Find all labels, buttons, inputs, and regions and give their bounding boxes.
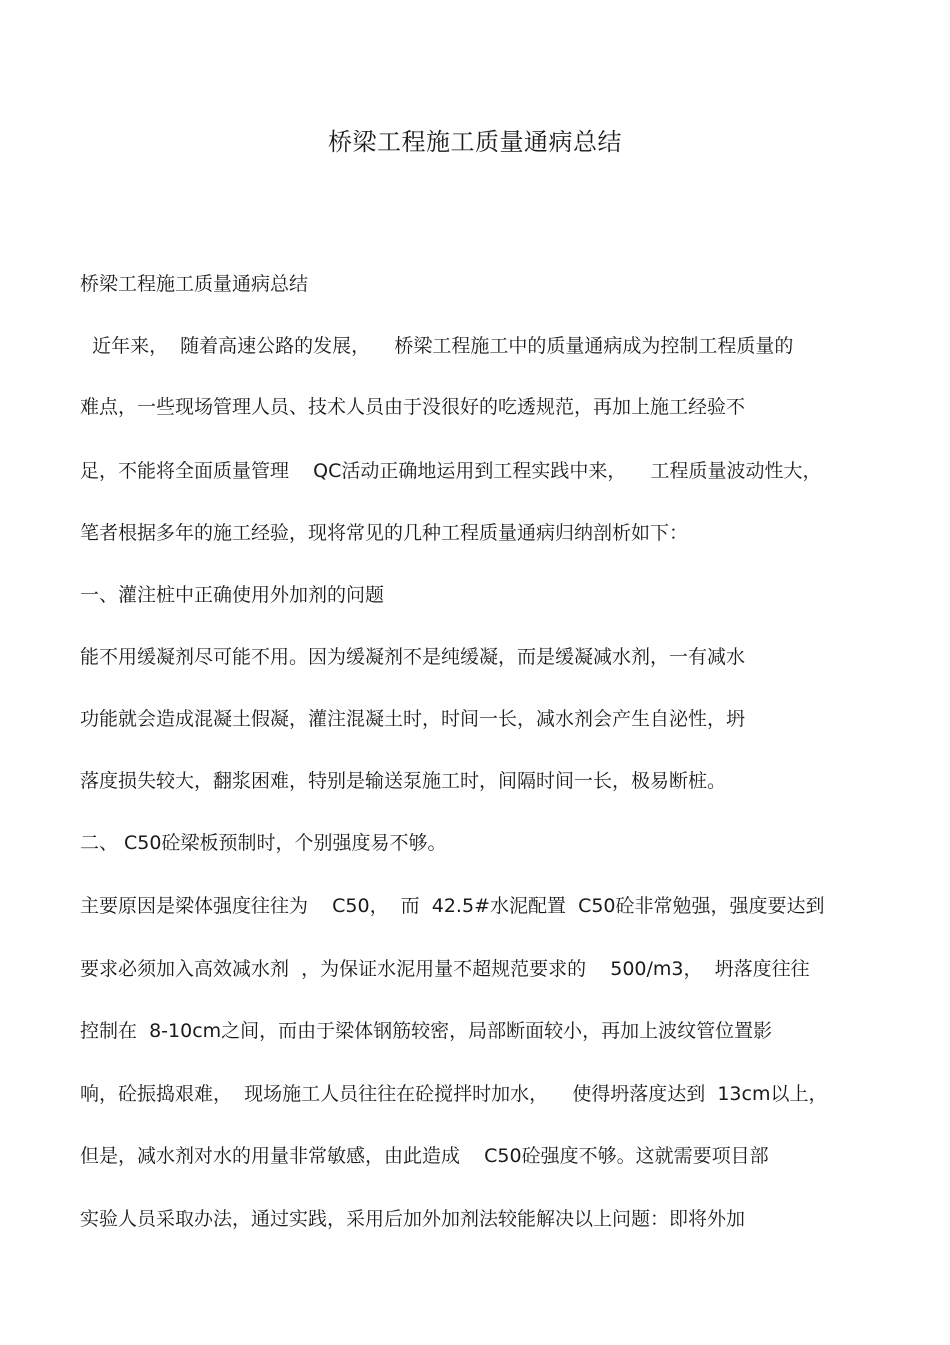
paragraph-line: 主要原因是梁体强度往往为 C50， 而 42.5#水泥配置 C50砼非常勉强，强度要达到 (80, 895, 825, 917)
section-heading: 二、 C50砼梁板预制时，个别强度易不够。 (80, 832, 447, 854)
subtitle-line: 桥梁工程施工质量通病总结 (80, 273, 309, 295)
page-title: 桥梁工程施工质量通病总结 (328, 128, 622, 156)
paragraph-line: 落度损失较大，翻浆困难，特别是输送泵施工时，间隔时间一长，极易断桩。 (80, 770, 727, 792)
paragraph-line: 但是，减水剂对水的用量非常敏感，由此造成 C50砼强度不够。这就需要项目部 (80, 1145, 769, 1167)
paragraph-line: 控制在 8-10cm之间，而由于梁体钢筋较密，局部断面较小，再加上波纹管位置影 (80, 1020, 773, 1042)
paragraph-line: 近年来， 随着高速公路的发展， 桥梁工程施工中的质量通病成为控制工程质量的 (80, 335, 794, 357)
section-heading: 一、灌注桩中正确使用外加剂的问题 (80, 584, 385, 606)
paragraph-line: 足，不能将全面质量管理 QC活动正确地运用到工程实践中来， 工程质量波动性大， (80, 460, 822, 482)
paragraph-line: 笔者根据多年的施工经验，现将常见的几种工程质量通病归纳剖析如下： (80, 522, 689, 544)
paragraph-line: 响，砼振捣艰难， 现场施工人员往往在砼搅拌时加水， 使得坍落度达到 13cm以上， (80, 1083, 828, 1105)
paragraph-line: 能不用缓凝剂尽可能不用。因为缓凝剂不是纯缓凝，而是缓凝减水剂，一有减水 (80, 646, 746, 668)
paragraph-line: 实验人员采取办法，通过实践，采用后加外加剂法较能解决以上问题：即将外加 (80, 1208, 746, 1230)
paragraph-line: 功能就会造成混凝土假凝，灌注混凝土时，时间一长，减水剂会产生自泌性，坍 (80, 708, 746, 730)
paragraph-line: 要求必须加入高效减水剂 ，为保证水泥用量不超规范要求的 500/m3， 坍落度往往 (80, 958, 810, 980)
paragraph-line: 难点，一些现场管理人员、技术人员由于没很好的吃透规范，再加上施工经验不 (80, 396, 746, 418)
